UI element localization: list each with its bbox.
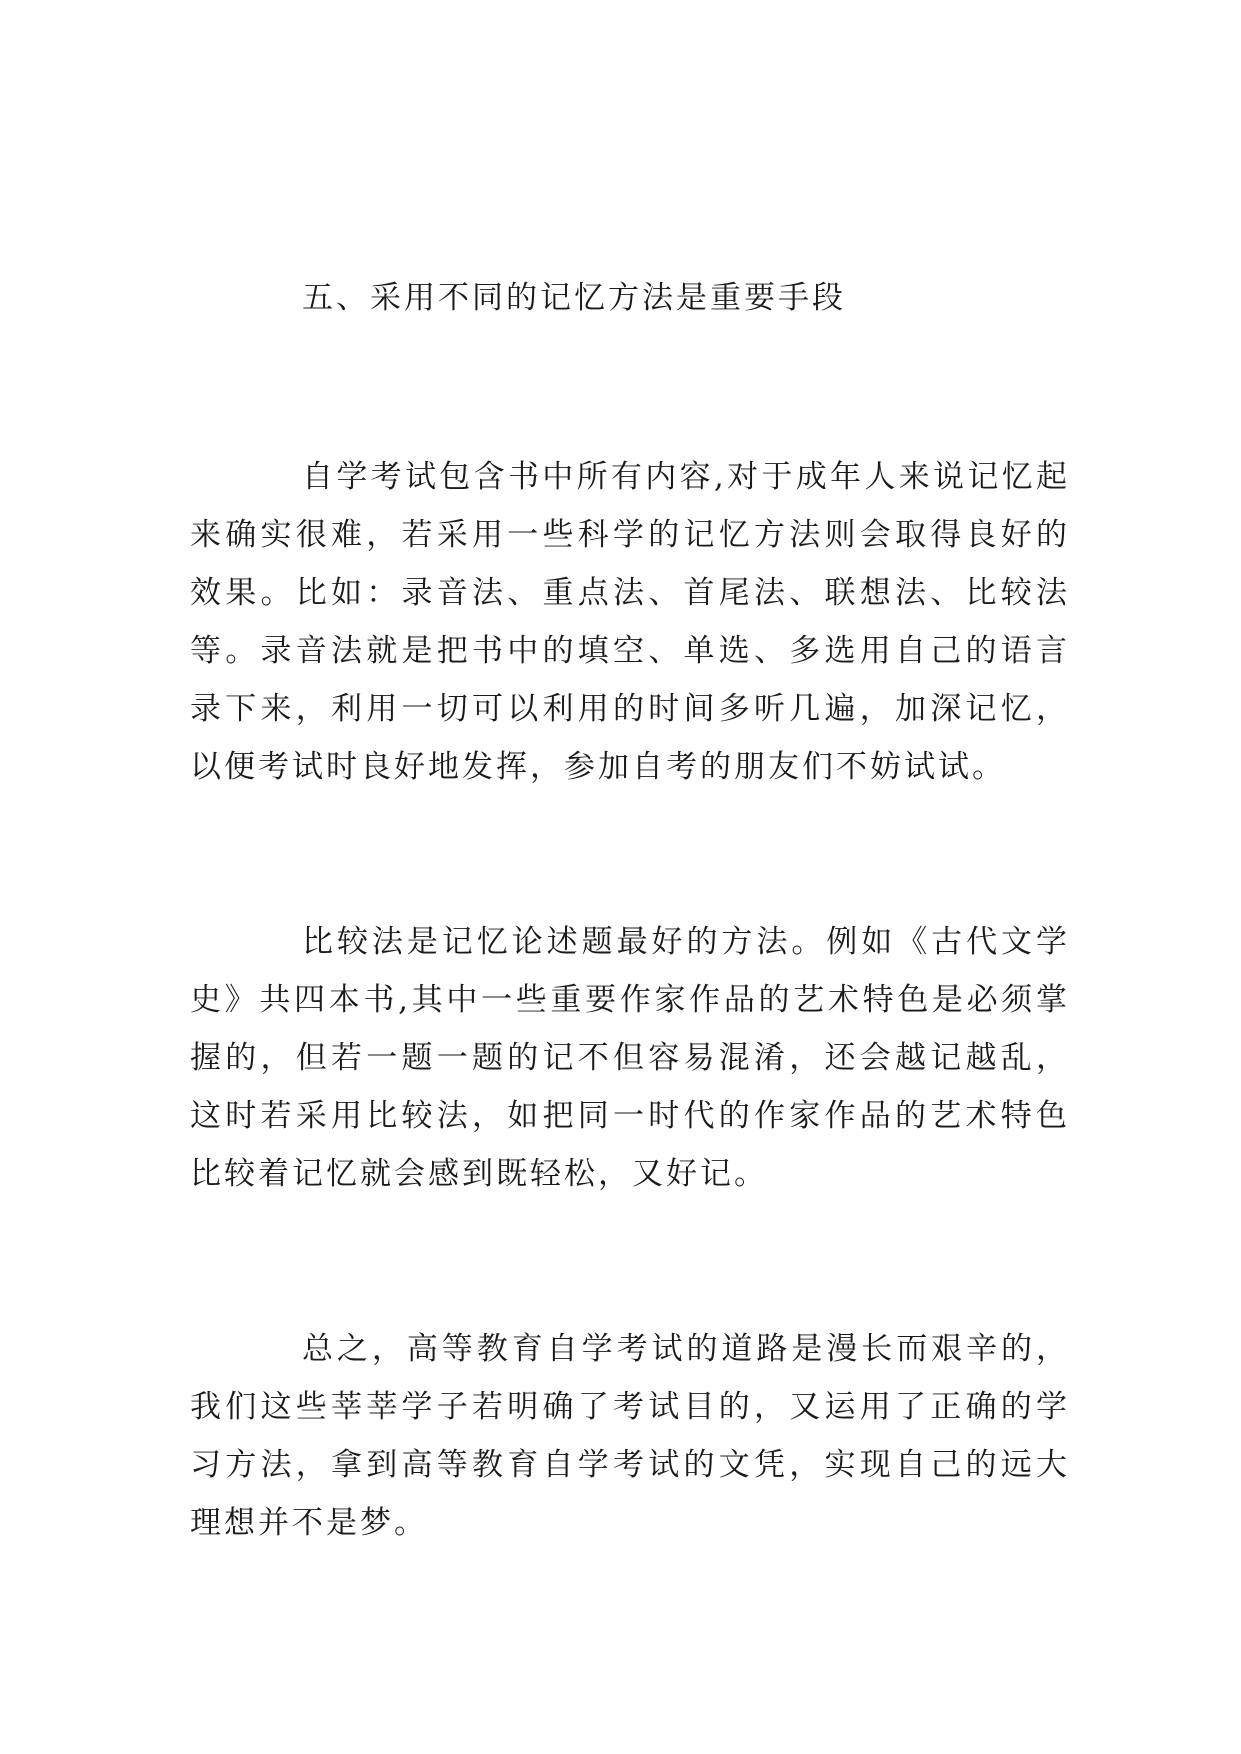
paragraph-memory-methods: 自学考试包含书中所有内容,对于成年人来说记忆起来确实很难，若采用一些科学的记忆方法则会取得良好的效果。比如：录音法、重点法、首尾法、联想法、比较法等。录音法就是把书中的填空、单选、多选用自己的语言录下来，利用一切可以利用的时间多听几遍，加深记忆，以便考试时良好地发挥，参加自考的朋友们不妨试试。 bbox=[190, 459, 1070, 785]
paragraph-comparison-method: 比较法是记忆论述题最好的方法。例如《古代文学史》共四本书,其中一些重要作家作品的艺术特色是必须掌握的，但若一题一题的记不但容易混淆，还会越记越乱，这时若采用比较法，如把同一时代的作家作品的艺术特色比较着记忆就会感到既轻松，又好记。 bbox=[190, 924, 1070, 1192]
paragraph-conclusion: 总之，高等教育自学考试的道路是漫长而艰辛的，我们这些莘莘学子若明确了考试目的，又运用了正确的学习方法，拿到高等教育自学考试的文凭，实现自己的远大理想并不是梦。 bbox=[190, 1331, 1070, 1541]
section-heading: 五、采用不同的记忆方法是重要手段 bbox=[302, 280, 846, 316]
